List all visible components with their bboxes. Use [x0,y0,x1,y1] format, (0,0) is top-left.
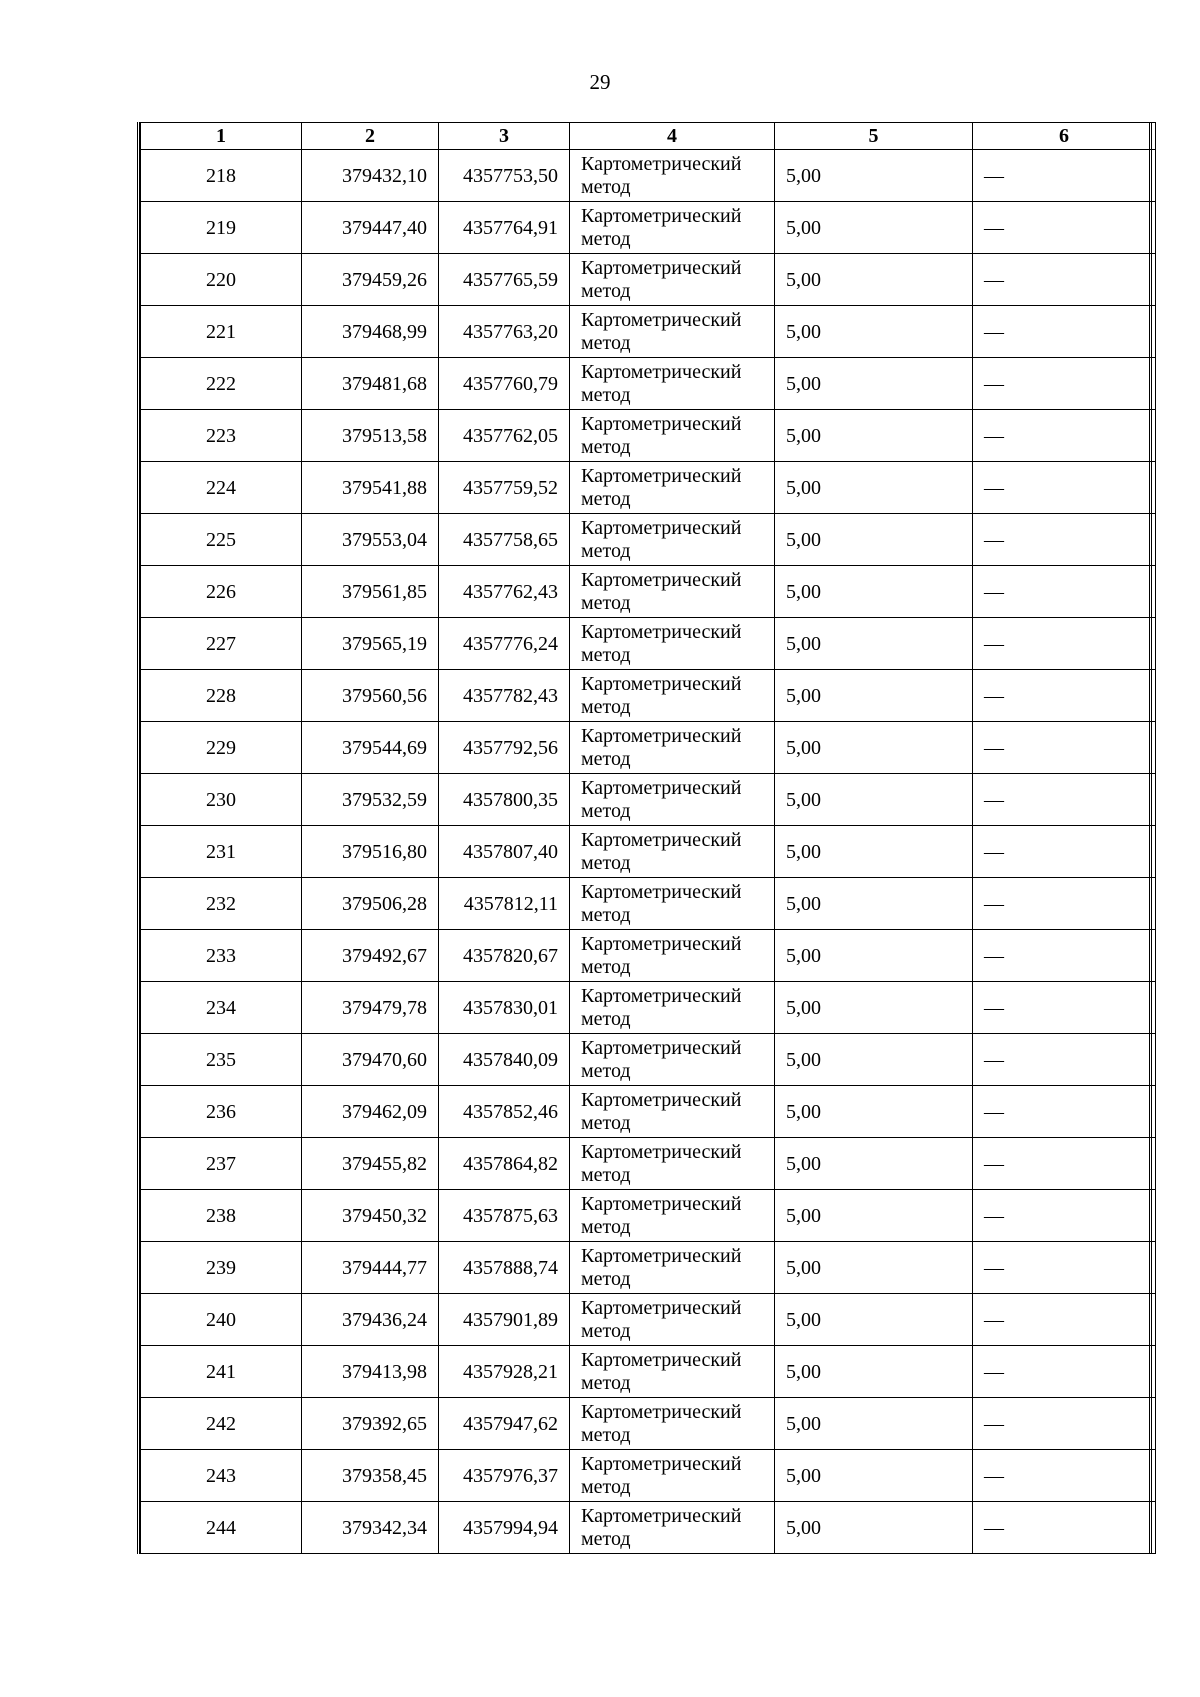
point-number-cell: 224 [141,462,302,514]
x-coordinate-cell: 379481,68 [302,358,439,410]
note-cell: — [973,826,1156,878]
note-cell: — [973,150,1156,202]
note-cell: — [973,670,1156,722]
accuracy-cell: 5,00 [775,1502,973,1554]
method-cell: Картометрический метод [570,1034,775,1086]
table-row [141,306,1156,358]
note-cell: — [973,462,1156,514]
x-coordinate-cell: 379479,78 [302,982,439,1034]
note-cell: — [973,358,1156,410]
table-row [141,1190,1156,1242]
accuracy-cell: 5,00 [775,306,973,358]
method-cell: Картометрический метод [570,254,775,306]
point-number-cell: 227 [141,618,302,670]
table-row [141,1502,1156,1554]
point-number-cell: 222 [141,358,302,410]
y-coordinate-cell: 4357901,89 [439,1294,570,1346]
y-coordinate-cell: 4357852,46 [439,1086,570,1138]
point-number-cell: 241 [141,1346,302,1398]
accuracy-cell: 5,00 [775,1294,973,1346]
x-coordinate-cell: 379444,77 [302,1242,439,1294]
method-cell: Картометрический метод [570,826,775,878]
accuracy-cell: 5,00 [775,1346,973,1398]
note-cell: — [973,1450,1156,1502]
column-header: 4 [570,123,775,150]
accuracy-cell: 5,00 [775,202,973,254]
method-cell: Картометрический метод [570,150,775,202]
y-coordinate-cell: 4357762,43 [439,566,570,618]
x-coordinate-cell: 379450,32 [302,1190,439,1242]
point-number-cell: 229 [141,722,302,774]
x-coordinate-cell: 379560,56 [302,670,439,722]
accuracy-cell: 5,00 [775,1138,973,1190]
accuracy-cell: 5,00 [775,930,973,982]
x-coordinate-cell: 379541,88 [302,462,439,514]
y-coordinate-cell: 4357758,65 [439,514,570,566]
note-cell: — [973,930,1156,982]
y-coordinate-cell: 4357820,67 [439,930,570,982]
point-number-cell: 236 [141,1086,302,1138]
y-coordinate-cell: 4357812,11 [439,878,570,930]
point-number-cell: 221 [141,306,302,358]
table-row [141,462,1156,514]
table-row [141,618,1156,670]
note-cell: — [973,306,1156,358]
page-number: 29 [589,70,611,94]
table-row [141,202,1156,254]
accuracy-cell: 5,00 [775,618,973,670]
accuracy-cell: 5,00 [775,462,973,514]
x-coordinate-cell: 379455,82 [302,1138,439,1190]
note-cell: — [973,618,1156,670]
x-coordinate-cell: 379358,45 [302,1450,439,1502]
accuracy-cell: 5,00 [775,1398,973,1450]
x-coordinate-cell: 379392,65 [302,1398,439,1450]
x-coordinate-cell: 379492,67 [302,930,439,982]
table-row [141,982,1156,1034]
point-number-cell: 239 [141,1242,302,1294]
y-coordinate-cell: 4357792,56 [439,722,570,774]
method-cell: Картометрический метод [570,1190,775,1242]
accuracy-cell: 5,00 [775,1086,973,1138]
x-coordinate-cell: 379432,10 [302,150,439,202]
point-number-cell: 233 [141,930,302,982]
x-coordinate-cell: 379553,04 [302,514,439,566]
y-coordinate-cell: 4357947,62 [439,1398,570,1450]
y-coordinate-cell: 4357763,20 [439,306,570,358]
method-cell: Картометрический метод [570,774,775,826]
y-coordinate-cell: 4357807,40 [439,826,570,878]
y-coordinate-cell: 4357753,50 [439,150,570,202]
accuracy-cell: 5,00 [775,566,973,618]
table-row [141,1242,1156,1294]
method-cell: Картометрический метод [570,930,775,982]
method-cell: Картометрический метод [570,1346,775,1398]
accuracy-cell: 5,00 [775,878,973,930]
column-header: 2 [302,123,439,150]
method-cell: Картометрический метод [570,878,775,930]
y-coordinate-cell: 4357776,24 [439,618,570,670]
y-coordinate-cell: 4357830,01 [439,982,570,1034]
table-row [141,254,1156,306]
note-cell: — [973,1294,1156,1346]
point-number-cell: 230 [141,774,302,826]
method-cell: Картометрический метод [570,1138,775,1190]
table-row [141,826,1156,878]
table-row [141,930,1156,982]
note-cell: — [973,1346,1156,1398]
note-cell: — [973,878,1156,930]
note-cell: — [973,1398,1156,1450]
method-cell: Картометрический метод [570,202,775,254]
accuracy-cell: 5,00 [775,982,973,1034]
table-row [141,878,1156,930]
column-header: 3 [439,123,570,150]
x-coordinate-cell: 379447,40 [302,202,439,254]
point-number-cell: 244 [141,1502,302,1554]
column-header: 5 [775,123,973,150]
table-row [141,1450,1156,1502]
method-cell: Картометрический метод [570,1450,775,1502]
y-coordinate-cell: 4357782,43 [439,670,570,722]
accuracy-cell: 5,00 [775,358,973,410]
x-coordinate-cell: 379565,19 [302,618,439,670]
y-coordinate-cell: 4357800,35 [439,774,570,826]
y-coordinate-cell: 4357760,79 [439,358,570,410]
point-number-cell: 220 [141,254,302,306]
y-coordinate-cell: 4357928,21 [439,1346,570,1398]
accuracy-cell: 5,00 [775,254,973,306]
point-number-cell: 240 [141,1294,302,1346]
coordinates-table [140,122,1156,1554]
y-coordinate-cell: 4357764,91 [439,202,570,254]
method-cell: Картометрический метод [570,462,775,514]
table-row [141,566,1156,618]
point-number-cell: 243 [141,1450,302,1502]
table-header-row [141,123,1156,150]
table-row [141,1346,1156,1398]
note-cell: — [973,1502,1156,1554]
x-coordinate-cell: 379506,28 [302,878,439,930]
method-cell: Картометрический метод [570,1242,775,1294]
point-number-cell: 218 [141,150,302,202]
method-cell: Картометрический метод [570,358,775,410]
table-row [141,1138,1156,1190]
point-number-cell: 231 [141,826,302,878]
y-coordinate-cell: 4357994,94 [439,1502,570,1554]
point-number-cell: 228 [141,670,302,722]
table-row [141,1086,1156,1138]
point-number-cell: 234 [141,982,302,1034]
accuracy-cell: 5,00 [775,1450,973,1502]
accuracy-cell: 5,00 [775,1190,973,1242]
y-coordinate-cell: 4357976,37 [439,1450,570,1502]
x-coordinate-cell: 379532,59 [302,774,439,826]
accuracy-cell: 5,00 [775,1242,973,1294]
x-coordinate-cell: 379544,69 [302,722,439,774]
x-coordinate-cell: 379468,99 [302,306,439,358]
method-cell: Картометрический метод [570,410,775,462]
method-cell: Картометрический метод [570,618,775,670]
accuracy-cell: 5,00 [775,1034,973,1086]
note-cell: — [973,254,1156,306]
accuracy-cell: 5,00 [775,826,973,878]
method-cell: Картометрический метод [570,566,775,618]
y-coordinate-cell: 4357765,59 [439,254,570,306]
column-header: 6 [973,123,1156,150]
x-coordinate-cell: 379561,85 [302,566,439,618]
x-coordinate-cell: 379413,98 [302,1346,439,1398]
y-coordinate-cell: 4357875,63 [439,1190,570,1242]
table-row [141,670,1156,722]
note-cell: — [973,722,1156,774]
note-cell: — [973,1190,1156,1242]
x-coordinate-cell: 379470,60 [302,1034,439,1086]
column-header: 1 [141,123,302,150]
table-row [141,410,1156,462]
x-coordinate-cell: 379516,80 [302,826,439,878]
note-cell: — [973,1242,1156,1294]
table-row [141,150,1156,202]
accuracy-cell: 5,00 [775,774,973,826]
method-cell: Картометрический метод [570,1502,775,1554]
note-cell: — [973,774,1156,826]
y-coordinate-cell: 4357888,74 [439,1242,570,1294]
accuracy-cell: 5,00 [775,410,973,462]
table-row [141,722,1156,774]
accuracy-cell: 5,00 [775,514,973,566]
table-row [141,1294,1156,1346]
coordinates-table-frame [137,122,1152,1554]
y-coordinate-cell: 4357762,05 [439,410,570,462]
method-cell: Картометрический метод [570,982,775,1034]
x-coordinate-cell: 379342,34 [302,1502,439,1554]
note-cell: — [973,982,1156,1034]
accuracy-cell: 5,00 [775,722,973,774]
x-coordinate-cell: 379513,58 [302,410,439,462]
note-cell: — [973,1086,1156,1138]
table-row [141,1034,1156,1086]
method-cell: Картометрический метод [570,1398,775,1450]
method-cell: Картометрический метод [570,670,775,722]
method-cell: Картометрический метод [570,306,775,358]
method-cell: Картометрический метод [570,1086,775,1138]
point-number-cell: 226 [141,566,302,618]
point-number-cell: 225 [141,514,302,566]
method-cell: Картометрический метод [570,1294,775,1346]
note-cell: — [973,566,1156,618]
note-cell: — [973,514,1156,566]
method-cell: Картометрический метод [570,722,775,774]
point-number-cell: 242 [141,1398,302,1450]
note-cell: — [973,410,1156,462]
method-cell: Картометрический метод [570,514,775,566]
note-cell: — [973,1138,1156,1190]
y-coordinate-cell: 4357759,52 [439,462,570,514]
point-number-cell: 223 [141,410,302,462]
x-coordinate-cell: 379459,26 [302,254,439,306]
point-number-cell: 232 [141,878,302,930]
table-row [141,358,1156,410]
table-row [141,1398,1156,1450]
point-number-cell: 237 [141,1138,302,1190]
point-number-cell: 219 [141,202,302,254]
table-row [141,774,1156,826]
table-row [141,514,1156,566]
accuracy-cell: 5,00 [775,150,973,202]
y-coordinate-cell: 4357840,09 [439,1034,570,1086]
note-cell: — [973,202,1156,254]
point-number-cell: 235 [141,1034,302,1086]
x-coordinate-cell: 379436,24 [302,1294,439,1346]
accuracy-cell: 5,00 [775,670,973,722]
y-coordinate-cell: 4357864,82 [439,1138,570,1190]
table-body [141,150,1156,1554]
point-number-cell: 238 [141,1190,302,1242]
note-cell: — [973,1034,1156,1086]
x-coordinate-cell: 379462,09 [302,1086,439,1138]
